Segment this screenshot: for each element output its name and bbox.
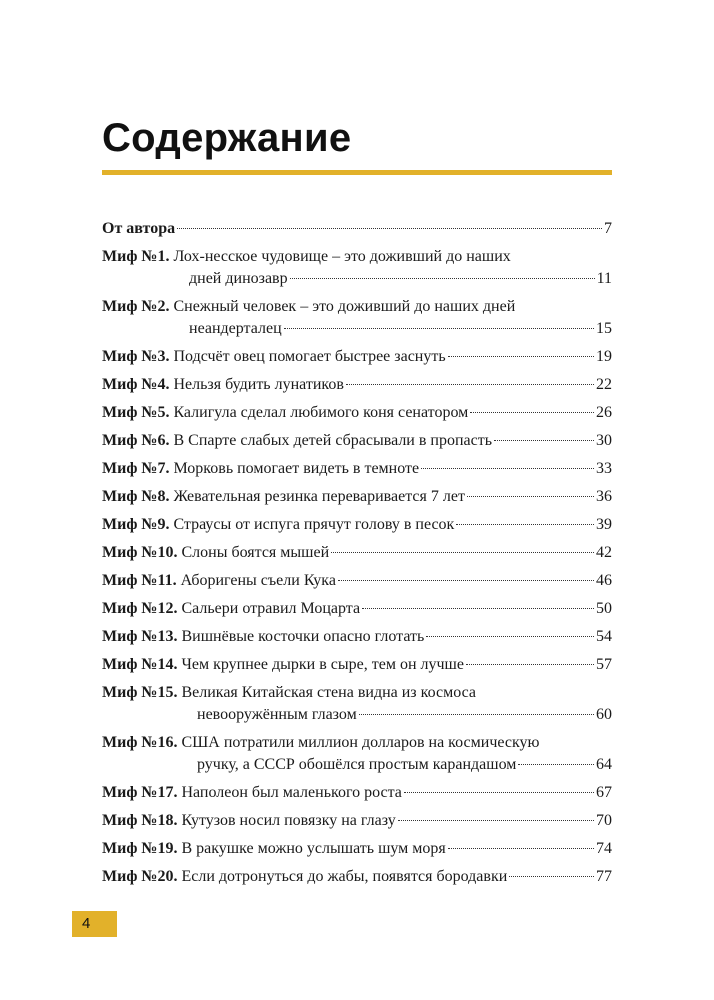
dot-leader — [467, 496, 594, 497]
toc-entry-title: Вишнёвые косточки опасно глотать — [181, 628, 425, 645]
toc-line — [102, 866, 612, 888]
toc-line — [102, 218, 612, 240]
dot-leader — [421, 468, 594, 469]
dot-leader — [359, 714, 594, 715]
toc-entry-label: Миф №20. — [102, 868, 178, 885]
toc-line — [102, 754, 612, 776]
toc-entry-title: Калигула сделал любимого коня сенатором — [173, 404, 469, 421]
toc-line — [102, 346, 612, 368]
toc-entry-title: Лох-несское чудовище – это доживший до наших — [173, 248, 511, 265]
toc-line — [102, 246, 612, 268]
toc-entry-title: Аборигены съели Кука — [180, 572, 336, 589]
toc-line — [102, 810, 612, 832]
toc-line — [102, 268, 612, 290]
toc-page-number: 36 — [596, 488, 612, 505]
toc-entry-title: США потратили миллион долларов на космическую — [181, 734, 540, 751]
toc-entry-title: Чем крупнее дырки в сыре, тем он лучше — [181, 656, 464, 673]
toc-page-number: 57 — [596, 656, 612, 673]
toc-entry-title: неандерталец — [189, 320, 282, 337]
toc-line — [102, 732, 612, 754]
dot-leader — [290, 278, 595, 279]
toc-entry-title: дней динозавр — [189, 270, 288, 287]
dot-leader — [456, 524, 594, 525]
dot-leader — [466, 664, 594, 665]
toc-page-number: 54 — [596, 628, 612, 645]
toc-page-number: 39 — [596, 516, 612, 533]
toc-entry-label: Миф №14. — [102, 656, 178, 673]
toc-line — [102, 514, 612, 536]
toc-entry[interactable] — [102, 732, 612, 776]
toc-page-number: 7 — [604, 220, 612, 237]
toc-line — [102, 542, 612, 564]
toc-line — [102, 782, 612, 804]
toc-entry-label: Миф №6. — [102, 432, 170, 449]
toc-line — [102, 402, 612, 424]
dot-leader — [338, 580, 594, 581]
toc-page-number: 15 — [596, 320, 612, 337]
dot-leader — [284, 328, 594, 329]
toc-entry-label: Миф №11. — [102, 572, 177, 589]
dot-leader — [518, 764, 594, 765]
toc-entry[interactable] — [102, 782, 612, 804]
toc-entry-title: В ракушке можно услышать шум моря — [181, 840, 446, 857]
toc-entry-label: Миф №15. — [102, 684, 178, 701]
toc-line — [102, 838, 612, 860]
toc-entry-label: Миф №9. — [102, 516, 170, 533]
toc-entry[interactable] — [102, 838, 612, 860]
toc-entry-label: Миф №13. — [102, 628, 178, 645]
toc-entry-label: Миф №7. — [102, 460, 170, 477]
toc-entry[interactable] — [102, 296, 612, 340]
toc-page-number: 30 — [596, 432, 612, 449]
toc-page-number: 74 — [596, 840, 612, 857]
toc-entry-label: Миф №5. — [102, 404, 170, 421]
toc-entry-title: Жевательная резинка переваривается 7 лет — [173, 488, 465, 505]
dot-leader — [448, 356, 594, 357]
toc-entry-label: Миф №12. — [102, 600, 178, 617]
toc-line — [102, 430, 612, 452]
toc-entry-title: Кутузов носил повязку на глазу — [181, 812, 396, 829]
toc-page-number: 42 — [596, 544, 612, 561]
toc-line — [102, 296, 612, 318]
dot-leader — [470, 412, 594, 413]
page-number-badge — [72, 911, 117, 937]
toc-entry[interactable] — [102, 430, 612, 452]
toc-entry-title: В Спарте слабых детей сбрасывали в пропасть — [173, 432, 493, 449]
toc-entry[interactable] — [102, 246, 612, 290]
toc-entry-title: Сальери отравил Моцарта — [181, 600, 361, 617]
toc-entry-title: Подсчёт овец помогает быстрее заснуть — [173, 348, 446, 365]
toc-entry[interactable] — [102, 486, 612, 508]
toc-page-number: 33 — [596, 460, 612, 477]
toc-entry[interactable] — [102, 458, 612, 480]
toc-line — [102, 458, 612, 480]
toc-page-number: 70 — [596, 812, 612, 829]
toc-page-number: 11 — [596, 270, 612, 287]
toc-entry-title: Слоны боятся мышей — [181, 544, 330, 561]
toc-entry-title: невооружённым глазом — [197, 706, 357, 723]
toc-entry-title: Снежный человек – это доживший до наших дней — [173, 298, 516, 315]
toc-page-number: 50 — [596, 600, 612, 617]
table-of-contents — [102, 218, 612, 894]
toc-entry-label: Миф №16. — [102, 734, 178, 751]
toc-entry-title: Морковь помогает видеть в темноте — [173, 460, 420, 477]
dot-leader — [404, 792, 594, 793]
toc-entry-label: Миф №8. — [102, 488, 170, 505]
toc-entry-label: Миф №3. — [102, 348, 170, 365]
toc-entry[interactable] — [102, 570, 612, 592]
toc-page-number: 77 — [596, 868, 612, 885]
dot-leader — [177, 228, 602, 229]
toc-entry[interactable] — [102, 598, 612, 620]
toc-entry[interactable] — [102, 654, 612, 676]
toc-line — [102, 626, 612, 648]
dot-leader — [346, 384, 594, 385]
toc-entry[interactable] — [102, 810, 612, 832]
toc-page-number: 26 — [596, 404, 612, 421]
toc-entry-label: Миф №19. — [102, 840, 178, 857]
toc-entry[interactable] — [102, 682, 612, 726]
title-underline — [102, 170, 612, 175]
toc-entry-label: Миф №2. — [102, 298, 170, 315]
dot-leader — [398, 820, 594, 821]
toc-page-number: 60 — [596, 706, 612, 723]
toc-entry[interactable] — [102, 542, 612, 564]
toc-entry-label: От автора — [102, 220, 176, 237]
toc-line — [102, 486, 612, 508]
toc-entry[interactable] — [102, 374, 612, 396]
toc-line — [102, 318, 612, 340]
toc-page-number: 64 — [596, 756, 612, 773]
dot-leader — [494, 440, 594, 441]
toc-entry-title: ручку, а СССР обошёлся простым карандашом — [197, 756, 517, 773]
dot-leader — [509, 876, 594, 877]
toc-entry-title: Нельзя будить лунатиков — [173, 376, 344, 393]
toc-entry[interactable] — [102, 866, 612, 888]
toc-entry-title: Наполеон был маленького роста — [181, 784, 402, 801]
dot-leader — [426, 636, 594, 637]
toc-page-number: 67 — [596, 784, 612, 801]
toc-line — [102, 682, 612, 704]
toc-entry[interactable] — [102, 346, 612, 368]
toc-entry[interactable] — [102, 626, 612, 648]
toc-entry-label: Миф №18. — [102, 812, 178, 829]
page-title: Содержание — [102, 116, 352, 160]
toc-entry[interactable] — [102, 402, 612, 424]
toc-line — [102, 704, 612, 726]
toc-entry-label: Миф №17. — [102, 784, 178, 801]
dot-leader — [331, 552, 594, 553]
toc-entry-title: Великая Китайская стена видна из космоса — [181, 684, 477, 701]
toc-line — [102, 570, 612, 592]
toc-entry-label: Миф №10. — [102, 544, 178, 561]
dot-leader — [448, 848, 594, 849]
page-number: 4 — [82, 915, 91, 932]
toc-entry-label: Миф №4. — [102, 376, 170, 393]
toc-entry-title: Страусы от испуга прячут голову в песок — [173, 516, 455, 533]
toc-entry[interactable] — [102, 514, 612, 536]
toc-line — [102, 598, 612, 620]
toc-line — [102, 374, 612, 396]
toc-page-number: 19 — [596, 348, 612, 365]
toc-entry-label: Миф №1. — [102, 248, 170, 265]
toc-page-number: 22 — [596, 376, 612, 393]
toc-entry[interactable] — [102, 218, 612, 240]
toc-entry-title: Если дотронуться до жабы, появятся бородавки — [181, 868, 508, 885]
dot-leader — [362, 608, 594, 609]
toc-page-number: 46 — [596, 572, 612, 589]
toc-line — [102, 654, 612, 676]
